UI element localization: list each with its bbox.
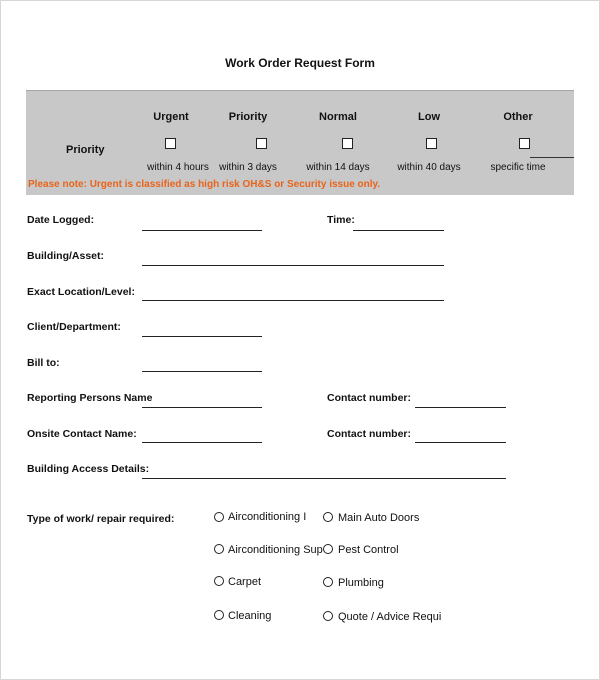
contact-number-2-field[interactable] <box>415 442 506 443</box>
building-access-field[interactable] <box>142 478 506 479</box>
bill-to-field[interactable] <box>142 371 262 372</box>
work-type-label: Type of work/ repair required: <box>27 513 175 525</box>
radio-main-auto-doors[interactable] <box>323 512 333 522</box>
priority-col-urgent-sub: within 4 hours <box>147 162 209 173</box>
priority-col-other-heading: Other <box>503 111 533 123</box>
option-main-auto-doors: Main Auto Doors <box>338 512 420 524</box>
checkbox-low[interactable] <box>426 138 437 149</box>
building-asset-label: Building/Asset: <box>27 250 105 262</box>
option-airconditioning-2: Airconditioning Sup <box>228 544 323 556</box>
onsite-contact-label: Onsite Contact Name: <box>27 428 137 440</box>
radio-carpet[interactable] <box>214 576 224 586</box>
option-plumbing: Plumbing <box>338 577 384 589</box>
checkbox-normal[interactable] <box>342 138 353 149</box>
priority-col-urgent-heading: Urgent <box>153 111 189 123</box>
priority-col-low-heading: Low <box>418 111 440 123</box>
reporting-person-field[interactable] <box>142 407 262 408</box>
priority-note: Please note: Urgent is classified as high risk OH&S or Security issue only. <box>28 179 381 190</box>
contact-number-1-field[interactable] <box>415 407 506 408</box>
client-department-label: Client/Department: <box>27 321 121 333</box>
option-carpet: Carpet <box>228 576 262 588</box>
priority-col-normal-sub: within 14 days <box>306 162 370 173</box>
priority-label: Priority <box>66 144 105 156</box>
checkbox-priority[interactable] <box>256 138 267 149</box>
option-pest-control: Pest Control <box>338 544 399 556</box>
priority-col-priority-sub: within 3 days <box>219 162 277 173</box>
priority-col-low-sub: within 40 days <box>397 162 461 173</box>
reporting-person-label: Reporting Persons Name <box>27 392 153 404</box>
exact-location-field[interactable] <box>142 300 444 301</box>
building-asset-field[interactable] <box>142 265 444 266</box>
onsite-contact-field[interactable] <box>142 442 262 443</box>
option-airconditioning-1: Airconditioning I <box>228 511 307 523</box>
priority-col-other-sub: specific time <box>490 162 546 173</box>
other-time-underline[interactable] <box>530 157 574 158</box>
date-logged-field[interactable] <box>142 230 262 231</box>
time-label: Time: <box>327 214 355 226</box>
radio-pest-control[interactable] <box>323 544 333 554</box>
option-quote-advice: Quote / Advice Requi <box>338 611 442 623</box>
checkbox-other[interactable] <box>519 138 530 149</box>
building-access-label: Building Access Details: <box>27 463 150 475</box>
client-department-field[interactable] <box>142 336 262 337</box>
option-cleaning: Cleaning <box>228 610 272 622</box>
contact-number-2-label: Contact number: <box>327 428 411 440</box>
checkbox-urgent[interactable] <box>165 138 176 149</box>
date-logged-label: Date Logged: <box>27 214 95 226</box>
radio-airconditioning-2[interactable] <box>214 544 224 554</box>
priority-col-priority-heading: Priority <box>228 111 268 123</box>
radio-quote-advice[interactable] <box>323 611 333 621</box>
form-title: Work Order Request Form <box>225 56 375 70</box>
exact-location-label: Exact Location/Level: <box>27 286 135 298</box>
contact-number-1-label: Contact number: <box>327 392 411 404</box>
radio-cleaning[interactable] <box>214 610 224 620</box>
bill-to-label: Bill to: <box>27 357 60 369</box>
priority-col-normal-heading: Normal <box>319 111 357 123</box>
time-field[interactable] <box>353 230 444 231</box>
radio-airconditioning-1[interactable] <box>214 512 224 522</box>
radio-plumbing[interactable] <box>323 577 333 587</box>
